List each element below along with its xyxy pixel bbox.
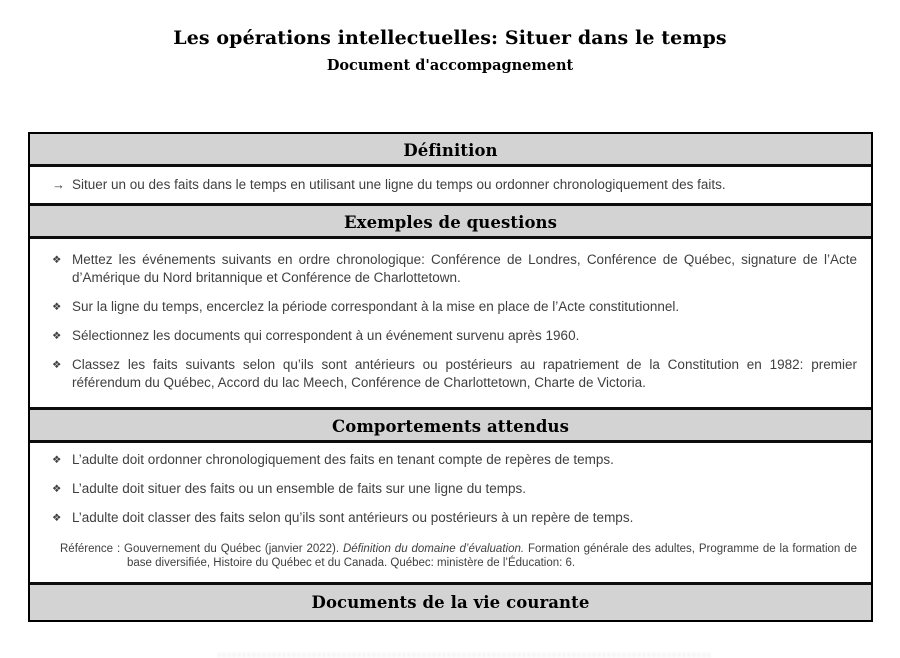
diamond-bullet-icon: ❖: [52, 454, 62, 466]
section-header-documents: Documents de la vie courante: [30, 585, 871, 620]
reference-label: Référence :: [60, 543, 125, 555]
reference-citation: [60, 542, 857, 570]
definition-text: Situer un ou des faits dans le temps en utilisant une ligne du temps ou ordonner chronologiquement des faits.: [72, 177, 726, 192]
content-table: [28, 132, 873, 622]
question-text: Classez les faits suivants selon qu’ils sont antérieurs ou postérieurs au rapatriement de la Constitution en 1982: premier référendum du Québec, Accord du lac Meech, Conférence de Charlottetown, Charte de Victoria.: [72, 357, 857, 390]
section-header-behaviors: Comportements attendus: [30, 410, 871, 443]
diamond-bullet-icon: ❖: [52, 330, 62, 342]
question-text: Mettez les événements suivants en ordre chronologique: Conférence de Londres, Conférence de Québec, signature de l’Acte d’Amérique du Nord britannique et Conférence de Charlottetown.: [72, 252, 857, 285]
list-item: [52, 298, 857, 316]
reference-post: Formation générale des adultes, Programme de la formation de base diversifiée, Histoire du Québec et du Canada. Québec: ministère de l’Éducation: 6.: [127, 543, 857, 569]
diamond-bullet-icon: ❖: [52, 483, 62, 495]
diamond-bullet-icon: ❖: [52, 301, 62, 313]
diamond-bullet-icon: ❖: [52, 512, 62, 524]
behavior-text: L’adulte doit classer des faits selon qu’ils sont antérieurs ou postérieurs à un repère de temps.: [72, 510, 634, 525]
list-item: [52, 251, 857, 287]
behavior-text: L’adulte doit ordonner chronologiquement des faits en tenant compte de repères de temps.: [72, 452, 614, 467]
question-text: Sélectionnez les documents qui correspondent à un événement survenu après 1960.: [72, 328, 580, 343]
definition-item: [52, 176, 861, 194]
list-item: [52, 480, 857, 498]
behaviors-row: [30, 443, 871, 585]
diamond-bullet-icon: ❖: [52, 359, 62, 371]
section-header-questions: Exemples de questions: [30, 206, 871, 239]
list-item: [52, 509, 857, 527]
reference-italic-title: Définition du domaine d’évaluation.: [342, 543, 528, 555]
question-text: Sur la ligne du temps, encerclez la période correspondant à la mise en place de l’Acte constitutionnel.: [72, 299, 680, 314]
list-item: [52, 327, 857, 345]
behavior-text: L’adulte doit situer des faits ou un ensemble de faits sur une ligne du temps.: [72, 481, 527, 496]
page-title: Les opérations intellectuelles: Situer dans le temps: [173, 27, 727, 49]
cut-off-text-artifact: [218, 653, 710, 657]
reference-pre: Gouvernement du Québec (janvier 2022).: [124, 543, 343, 555]
definition-row: [30, 167, 871, 206]
section-header-definition: Définition: [30, 134, 871, 167]
questions-row: [30, 239, 871, 410]
diamond-bullet-icon: ❖: [52, 254, 62, 266]
page-subtitle: Document d'accompagnement: [326, 57, 574, 74]
list-item: [52, 356, 857, 392]
list-item: [52, 451, 857, 469]
arrow-bullet-icon: →: [52, 177, 65, 192]
